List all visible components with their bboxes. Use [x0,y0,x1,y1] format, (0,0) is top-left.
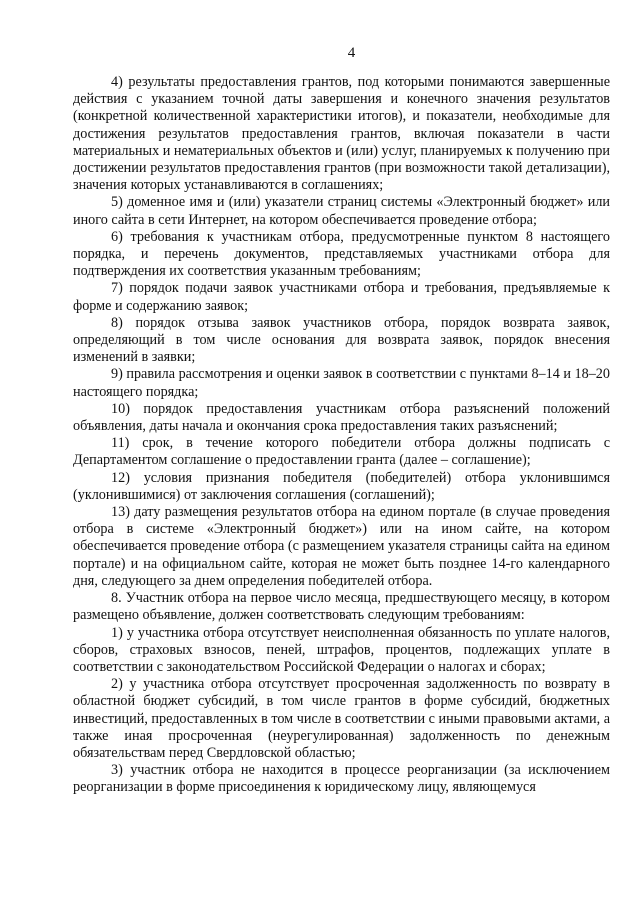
document-body [73,74,610,797]
paragraph-item-12: 12) условия признания победителя (победителей) отбора уклонившимся (уклонившимися) от заключения соглашения (соглашений); [73,469,610,503]
paragraph-item-9: 9) правила рассмотрения и оценки заявок в соответствии с пунктами 8–14 и 18–20 настоящего порядка; [73,366,610,400]
page-number: 4 [347,45,356,61]
paragraph-item-7: 7) порядок подачи заявок участниками отбора и требования, предъявляемые к форме и содержанию заявок; [73,280,610,314]
paragraph-item-13: 13) дату размещения результатов отбора на едином портале (в случае проведения отбора в системе «Электронный бюджет») или на ином сайте, на котором обеспечивается проведение отбора (с размещением указателя страницы сайта на едином портале) и на официальном сайте, которая не может быть позднее 14-го календарного дня, следующего за днем определения победителей отбора. [73,504,610,589]
paragraph-item-11: 11) срок, в течение которого победители отбора должны подписать с Департаментом соглашение о предоставлении гранта (далее – соглашение); [73,435,610,469]
paragraph-requirement-2: 2) у участника отбора отсутствует просроченная задолженность по возврату в областной бюджет субсидий, в том числе грантов в форме субсидий, бюджетных инвестиций, предоставленных в том числе в соответствии с иными правовыми актами, а также иная просроченная (неурегулированная) задолженность по денежным обязательствам перед Свердловской областью; [73,676,610,761]
paragraph-item-10: 10) порядок предоставления участникам отбора разъяснений положений объявления, даты начала и окончания срока предоставления таких разъяснений; [73,400,610,435]
paragraph-item-6: 6) требования к участникам отбора, предусмотренные пунктом 8 настоящего порядка, и перечень документов, представляемых участниками отбора для подтверждения их соответствия указанным требованиям; [73,228,610,280]
paragraph-requirement-1: 1) у участника отбора отсутствует неисполненная обязанность по уплате налогов, сборов, страховых взносов, пеней, штрафов, процентов, подлежащих уплате в соответствии с законодательством Российской Федерации о налогах и сборах; [73,624,610,675]
paragraph-section-8: 8. Участник отбора на первое число месяца, предшествующего месяцу, в котором размещено объявление, должен соответствовать следующим требованиям: [73,590,610,624]
paragraph-requirement-3: 3) участник отбора не находится в процессе реорганизации (за исключением реорганизации в форме присоединения к юридическому лицу, являющемуся [73,762,610,796]
paragraph-item-4: 4) результаты предоставления грантов, под которыми понимаются завершенные действия с указанием точной даты завершения и конечного значения результатов (конкретной количественной характеристики итогов), и показатели, необходимые для достижения результатов предоставления грантов, включая показатели в части материальных и нематериальных объектов и (или) услуг, планируемых к получению при достижении результатов предоставления грантов (при возможности такой детализации), значения которых устанавливаются в соглашениях; [73,74,610,194]
paragraph-item-5: 5) доменное имя и (или) указатели страниц системы «Электронный бюджет» или иного сайта в сети Интернет, на котором обеспечивается проведение отбора; [73,194,610,228]
paragraph-item-8: 8) порядок отзыва заявок участников отбора, порядок возврата заявок, определяющий в том числе основания для возврата заявок, порядок внесения изменений в заявки; [73,314,610,366]
